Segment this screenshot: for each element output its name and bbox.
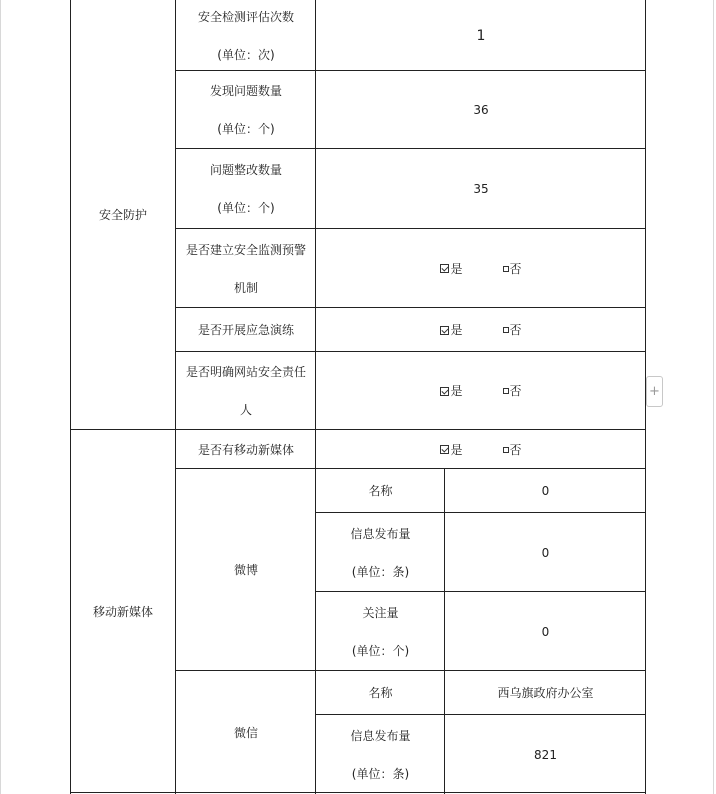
- row-label-warning-mechanism: 是否建立安全监测预警 机制: [185, 242, 306, 295]
- wechat-label-cell: 微信: [233, 725, 258, 740]
- weibo-posts-label: 信息发布量 (单位：条): [350, 526, 411, 579]
- category-label-security: 安全防护: [98, 208, 147, 222]
- option-no[interactable]: 否: [503, 311, 522, 349]
- checkbox-icon: [503, 327, 509, 333]
- weibo-posts-value: 0: [541, 545, 550, 560]
- page-right-border: [713, 0, 714, 794]
- wechat-name-label: 名称: [368, 686, 393, 700]
- option-yes[interactable]: 是: [440, 372, 462, 410]
- checked-box-icon: [440, 387, 449, 396]
- table-grid-line: [315, 714, 646, 715]
- row-choice-security-owner: [316, 352, 646, 430]
- expand-button[interactable]: [646, 376, 663, 407]
- row-label-issues-found: 发现问题数量 (单位：个): [209, 84, 282, 136]
- checked-box-icon: [440, 264, 449, 273]
- checked-box-icon: [440, 326, 449, 335]
- table-grid-line: [315, 591, 646, 592]
- plus-icon: +: [649, 384, 660, 399]
- weibo-followers-value: 0: [541, 624, 550, 639]
- checkbox-icon: [503, 388, 509, 394]
- table-grid-line: [175, 0, 176, 794]
- checkbox-icon: [503, 266, 509, 272]
- row-label-security-owner: 是否明确网站安全责任 人: [185, 365, 306, 417]
- table-grid-line: [315, 0, 316, 794]
- table-border-left: [70, 0, 71, 794]
- row-label-security-checks: 安全检测评估次数 (单位：次): [197, 9, 294, 62]
- option-yes[interactable]: 是: [440, 311, 462, 349]
- wechat-posts-label: 信息发布量 (单位：条): [350, 728, 411, 781]
- category-cell-mobile-media: [70, 430, 176, 794]
- option-no[interactable]: 否: [503, 372, 522, 410]
- table-grid-line: [315, 512, 646, 513]
- option-yes[interactable]: 是: [440, 431, 462, 469]
- row-choice-has-mobile-media: [316, 430, 646, 469]
- weibo-name-label: 名称: [368, 484, 393, 498]
- option-no[interactable]: 否: [503, 250, 522, 288]
- weibo-followers-label: 关注量 (单位：个): [351, 605, 410, 658]
- wechat-posts-value: 821: [534, 747, 557, 762]
- option-no[interactable]: 否: [503, 431, 522, 469]
- table-grid-line: [175, 70, 646, 71]
- option-yes[interactable]: 是: [440, 250, 462, 288]
- row-label-emergency-drill: 是否开展应急演练: [197, 323, 294, 337]
- page-left-border: [0, 0, 1, 794]
- row-choice-warning-mechanism: [316, 229, 646, 308]
- table-grid-line: [175, 351, 646, 352]
- row-value-security-checks: 1: [476, 27, 486, 44]
- category-cell-security: [70, 0, 176, 430]
- weibo-label-cell: 微博: [233, 563, 258, 577]
- table-grid-line: [444, 469, 445, 794]
- table-grid-line: [175, 228, 646, 229]
- wechat-name-value: 西乌旗政府办公室: [497, 686, 594, 700]
- checkbox-icon: [503, 447, 509, 453]
- table-grid-line: [175, 468, 646, 469]
- row-choice-emergency-drill: [316, 308, 646, 352]
- table-border-bottom: [70, 792, 646, 793]
- row-label-has-mobile-media: 是否有移动新媒体: [197, 442, 294, 457]
- table-grid-line: [175, 148, 646, 149]
- table-grid-line: [175, 307, 646, 308]
- table-grid-line: [70, 429, 646, 430]
- row-label-issues-fixed: 问题整改数量 (单位：个): [209, 163, 282, 215]
- weibo-name-value: 0: [541, 484, 550, 498]
- table-grid-line: [175, 670, 646, 671]
- checked-box-icon: [440, 445, 449, 454]
- category-label-mobile-media: 移动新媒体: [92, 605, 153, 619]
- row-value-issues-fixed: 35: [473, 182, 489, 196]
- row-value-issues-found: 36: [473, 103, 489, 117]
